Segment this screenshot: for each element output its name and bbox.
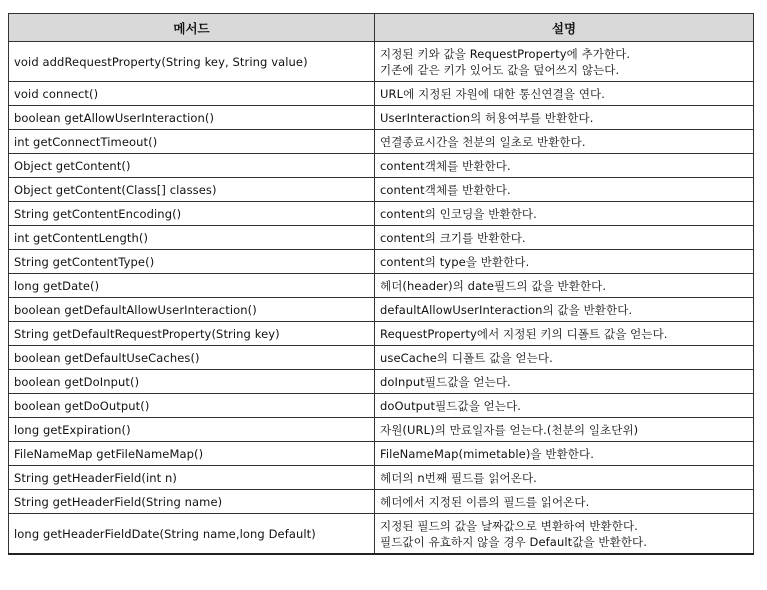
description-line: FileNameMap(mimetable)을 반환한다.: [380, 446, 594, 461]
method-signature: void addRequestProperty(String key, String value): [9, 42, 375, 82]
description-line: doOutput필드값을 얻는다.: [380, 398, 522, 413]
table-row: [9, 298, 754, 322]
method-description: [375, 274, 754, 298]
method-signature: long getExpiration(): [9, 418, 375, 442]
table-row: [9, 394, 754, 418]
table-header-row: [9, 14, 754, 42]
table-row: [9, 346, 754, 370]
method-signature: String getContentEncoding(): [9, 202, 375, 226]
table-row: [9, 82, 754, 106]
method-description: [375, 346, 754, 370]
table-row: [9, 370, 754, 394]
description-line: content의 인코딩을 반환한다.: [380, 206, 537, 221]
method-description: [375, 370, 754, 394]
method-description: [375, 226, 754, 250]
method-description: [375, 202, 754, 226]
method-signature: Object getContent(Class[] classes): [9, 178, 375, 202]
method-signature: String getDefaultRequestProperty(String key): [9, 322, 375, 346]
method-signature: String getHeaderField(String name): [9, 490, 375, 514]
method-signature: String getHeaderField(int n): [9, 466, 375, 490]
table-body: [9, 42, 754, 555]
method-description: [375, 514, 754, 555]
description-line: 필드값이 유효하지 않을 경우 Default값을 반환한다.: [380, 534, 648, 549]
table-row: [9, 202, 754, 226]
method-description: [375, 250, 754, 274]
table-row: [9, 490, 754, 514]
table-row: [9, 514, 754, 555]
table-row: [9, 42, 754, 82]
description-column-header: 설명: [375, 14, 754, 42]
method-signature: boolean getDoInput(): [9, 370, 375, 394]
table-row: [9, 274, 754, 298]
method-signature: long getDate(): [9, 274, 375, 298]
method-description: [375, 394, 754, 418]
description-line: content객체를 반환한다.: [380, 182, 511, 197]
table-row: [9, 130, 754, 154]
method-description: [375, 490, 754, 514]
description-line: 기존에 같은 키가 있어도 값을 덮어쓰지 않는다.: [380, 62, 620, 77]
description-line: URL에 지정된 자원에 대한 통신연결을 연다.: [380, 86, 605, 101]
table-row: [9, 178, 754, 202]
description-line: doInput필드값을 얻는다.: [380, 374, 511, 389]
method-description: [375, 154, 754, 178]
method-description: [375, 106, 754, 130]
description-line: 지정된 필드의 값을 날짜값으로 변환하여 반환한다.: [380, 518, 638, 533]
method-description: [375, 130, 754, 154]
method-signature: boolean getDoOutput(): [9, 394, 375, 418]
table-row: [9, 442, 754, 466]
table-row: [9, 418, 754, 442]
description-line: 연결종료시간을 천분의 일초로 반환한다.: [380, 134, 586, 149]
method-description: [375, 178, 754, 202]
method-signature: FileNameMap getFileNameMap(): [9, 442, 375, 466]
method-signature: boolean getAllowUserInteraction(): [9, 106, 375, 130]
description-line: 헤더에서 지정된 이름의 필드를 읽어온다.: [380, 494, 590, 509]
description-line: RequestProperty에서 지정된 키의 디폴트 값을 얻는다.: [380, 326, 668, 341]
method-signature: int getConnectTimeout(): [9, 130, 375, 154]
method-description: [375, 82, 754, 106]
method-signature: long getHeaderFieldDate(String name,long Default): [9, 514, 375, 555]
table-row: [9, 250, 754, 274]
method-description: [375, 418, 754, 442]
description-line: content객체를 반환한다.: [380, 158, 511, 173]
description-line: content의 크기를 반환한다.: [380, 230, 526, 245]
description-line: 자원(URL)의 만료일자를 얻는다.(천분의 일초단위): [380, 422, 639, 437]
method-signature: Object getContent(): [9, 154, 375, 178]
method-description: [375, 322, 754, 346]
method-description: [375, 298, 754, 322]
method-signature: boolean getDefaultAllowUserInteraction(): [9, 298, 375, 322]
method-description: [375, 466, 754, 490]
method-column-header: 메서드: [9, 14, 375, 42]
method-table: [8, 13, 754, 555]
description-line: 헤더의 n번째 필드를 읽어온다.: [380, 470, 537, 485]
table-row: [9, 322, 754, 346]
method-signature: boolean getDefaultUseCaches(): [9, 346, 375, 370]
table-row: [9, 154, 754, 178]
table-row: [9, 106, 754, 130]
method-signature: void connect(): [9, 82, 375, 106]
method-signature: int getContentLength(): [9, 226, 375, 250]
table-row: [9, 466, 754, 490]
description-line: 지정된 키와 값을 RequestProperty에 추가한다.: [380, 46, 631, 61]
description-line: UserInteraction의 허용여부를 반환한다.: [380, 110, 594, 125]
description-line: useCache의 디폴트 값을 얻는다.: [380, 350, 553, 365]
method-description: [375, 442, 754, 466]
description-line: defaultAllowUserInteraction의 값을 반환한다.: [380, 302, 633, 317]
method-signature: String getContentType(): [9, 250, 375, 274]
table-row: [9, 226, 754, 250]
description-line: 헤더(header)의 date필드의 값을 반환한다.: [380, 278, 607, 293]
description-line: content의 type을 반환한다.: [380, 254, 530, 269]
method-description: [375, 42, 754, 82]
